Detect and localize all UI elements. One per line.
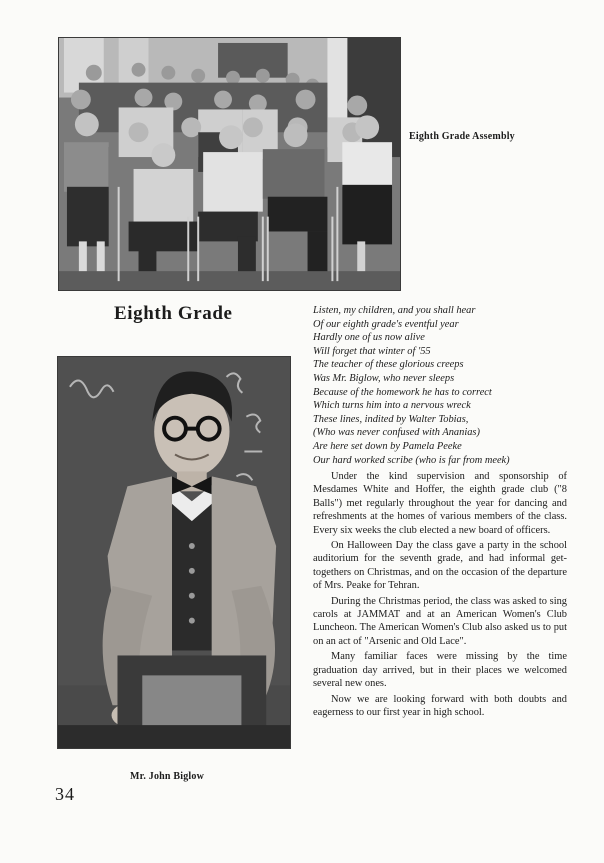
teacher-caption: Mr. John Biglow <box>130 771 205 782</box>
poem <box>313 304 569 467</box>
assembly-caption: Eighth Grade Assembly <box>409 131 515 142</box>
poem-line: (Who was never confused with Ananias) <box>313 427 480 439</box>
paragraph: During the Christmas period, the class was asked to sing carols at JAMMAT and at an American Women's Club Luncheon. The American Women's Club also asked us to put on an act of "Arsenic and Old Lace". <box>313 595 567 647</box>
paragraph: Under the kind supervision and sponsorship of Mesdames White and Hoffer, the eighth grade club ("8 Balls") met regularly throughout the year for dancing and refreshments at the homes of various members of the class. Every six weeks the club elected a new board of officers. <box>313 471 567 536</box>
poem-line: Listen, my children, and you shall hear <box>313 305 476 316</box>
teacher-photo <box>57 356 291 749</box>
paragraph: Many familiar faces were missing by the time graduation day arrived, but in their places we welcomed several new ones. <box>313 651 567 690</box>
paragraph: Now we are looking forward with both doubts and eagerness to our first year in high school. <box>313 693 567 718</box>
poem-line: Which turns him into a nervous wreck <box>313 400 471 412</box>
body-text <box>313 470 567 721</box>
poem-line: Of our eighth grade's eventful year <box>313 318 459 330</box>
page-number: 34 <box>55 784 75 804</box>
poem-line: The teacher of these glorious creeps <box>313 359 464 371</box>
poem-line: Was Mr. Biglow, who never sleeps <box>313 372 455 384</box>
section-title: Eighth Grade <box>114 303 233 324</box>
poem-line: Hardly one of us now alive <box>313 332 425 344</box>
poem-line: Our hard worked scribe (who is far from meek) <box>313 454 510 466</box>
teacher-photo-image <box>58 357 290 748</box>
assembly-photo <box>58 37 401 291</box>
poem-line: Are here set down by Pamela Peeke <box>313 440 462 452</box>
assembly-photo-image <box>59 38 400 290</box>
poem-line: Because of the homework he has to correct <box>313 386 492 398</box>
paragraph: On Halloween Day the class gave a party in the school auditorium for the seventh grade, and had informal get-togethers on Christmas, and on the occasion of the departure of Mrs. Peake for Tehran. <box>313 540 567 592</box>
poem-line: Will forget that winter of '55 <box>313 345 431 357</box>
poem-line: These lines, indited by Walter Tobias, <box>313 413 469 425</box>
